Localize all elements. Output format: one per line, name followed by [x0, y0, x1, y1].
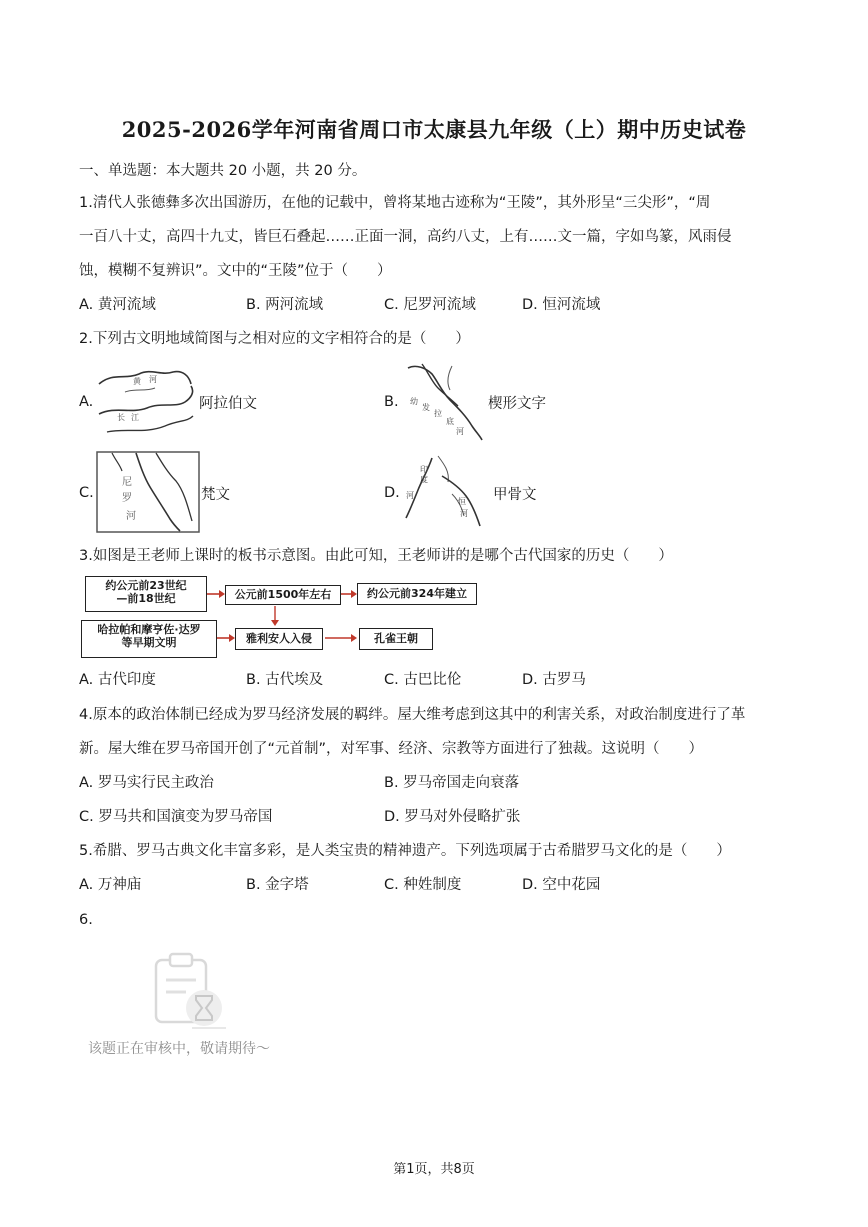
q2-map-a-label-3: 长 [117, 413, 125, 422]
q1-option-b: B. 两河流域 [246, 297, 324, 313]
q2-map-a-label-4: 江 [131, 413, 139, 422]
q2-line-1: 2.下列古文明地域简图与之相对应的文字相符合的是（ ） [79, 331, 470, 347]
q2-map-c [96, 451, 200, 533]
q2-map-a-label-2: 河 [149, 375, 157, 384]
q4-line-2: 新。屋大维在罗马帝国开创了“元首制”，对军事、经济、宗教等方面进行了独裁。这说明（ ） [79, 741, 704, 757]
page-number: 第1页，共8页 [393, 1162, 475, 1177]
diagram-box-324bc: 约公元前324年建立 [357, 583, 477, 605]
q2-map-d-label-3: 河 [406, 491, 414, 500]
q2-map-b-label-2: 发 [422, 403, 430, 412]
q6-line-1: 6. [79, 912, 93, 928]
q2-map-c-label-1: 尼 [122, 477, 132, 488]
q2-map-a [95, 362, 197, 440]
q2-option-a-letter: A. [79, 394, 94, 410]
diagram-box-early-civilization: 哈拉帕和摩亨佐·达罗 等早期文明 [81, 620, 217, 658]
q2-option-a-text: 阿拉伯文 [199, 396, 257, 412]
q1-option-c: C. 尼罗河流域 [384, 297, 476, 313]
q5-option-d: D. 空中花园 [522, 877, 601, 893]
q1-line-3: 蚀，模糊不复辨识”。文中的“王陵”位于（ ） [79, 263, 392, 279]
q2-map-c-label-3: 河 [126, 511, 136, 522]
q3-line-1: 3.如图是王老师上课时的板书示意图。由此可知，王老师讲的是哪个古代国家的历史（ ） [79, 548, 673, 564]
diagram-box-aryan-invasion: 雅利安人入侵 [235, 628, 323, 650]
q2-map-d-label-4: 恒 [458, 497, 466, 506]
q3-diagram [79, 574, 479, 660]
q2-map-b-label-1: 幼 [410, 397, 418, 406]
q3-option-d: D. 古罗马 [522, 672, 586, 688]
q2-map-d-label-1: 印 [420, 465, 428, 474]
q4-option-d: D. 罗马对外侵略扩张 [384, 809, 521, 825]
q2-option-b-letter: B. [384, 394, 399, 410]
q2-option-c-letter: C. [79, 485, 94, 501]
q5-option-b: B. 金字塔 [246, 877, 309, 893]
q4-option-a: A. 罗马实行民主政治 [79, 775, 214, 791]
q2-option-b-text: 楔形文字 [488, 396, 546, 412]
q2-option-c-text: 梵文 [201, 487, 230, 503]
q4-option-c: C. 罗马共和国演变为罗马帝国 [79, 809, 273, 825]
pending-review-text: 该题正在审核中，敬请期待～ [88, 1041, 270, 1057]
q5-option-a: A. 万神庙 [79, 877, 142, 893]
q5-option-c: C. 种姓制度 [384, 877, 462, 893]
q3-option-c: C. 古巴比伦 [384, 672, 462, 688]
q1-line-2: 一百八十丈，高四十九丈，皆巨石叠起……正面一洞，高约八丈，上有……文一篇，字如鸟篆，风雨侵 [79, 229, 732, 245]
diagram-box-maurya: 孔雀王朝 [359, 628, 433, 650]
diagram-box-1500bc: 公元前1500年左右 [225, 585, 341, 605]
q1-line-1: 1.清代人张德彝多次出国游历，在他的记载中，曾将某地古迹称为“王陵”，其外形呈“三尖形”，“周 [79, 195, 711, 211]
q5-line-1: 5.希腊、罗马古典文化丰富多彩，是人类宝贵的精神遗产。下列选项属于古希腊罗马文化的是（ ） [79, 843, 731, 859]
q2-map-b-label-4: 底 [446, 417, 454, 426]
page-title: 2025-2026学年河南省周口市太康县九年级（上）期中历史试卷 [121, 117, 747, 142]
q3-option-a: A. 古代印度 [79, 672, 156, 688]
diagram-box-period: 约公元前23世纪 —前18世纪 [85, 576, 207, 612]
q2-map-d-label-5: 河 [460, 509, 468, 518]
q4-option-b: B. 罗马帝国走向衰落 [384, 775, 520, 791]
q2-option-d-letter: D. [384, 485, 400, 501]
q2-option-d-text: 甲骨文 [493, 487, 537, 503]
q1-option-d: D. 恒河流域 [522, 297, 601, 313]
q4-line-1: 4.原本的政治体制已经成为罗马经济发展的羁绊。屋大维考虑到这其中的利害关系，对政治制度进行了革 [79, 707, 746, 723]
q3-option-b: B. 古代埃及 [246, 672, 324, 688]
section-heading: 一、单选题：本大题共 20 小题，共 20 分。 [79, 163, 367, 179]
q2-map-d [402, 454, 486, 532]
q2-map-c-label-2: 罗 [122, 493, 132, 504]
q2-map-b [402, 360, 486, 442]
q1-option-a: A. 黄河流域 [79, 297, 156, 313]
q2-map-b-label-5: 河 [456, 427, 464, 436]
clipboard-hourglass-icon [150, 950, 228, 1036]
q2-map-d-label-2: 度 [420, 475, 428, 484]
q2-map-b-label-3: 拉 [434, 409, 442, 418]
q2-map-a-label-1: 黄 [133, 377, 141, 386]
